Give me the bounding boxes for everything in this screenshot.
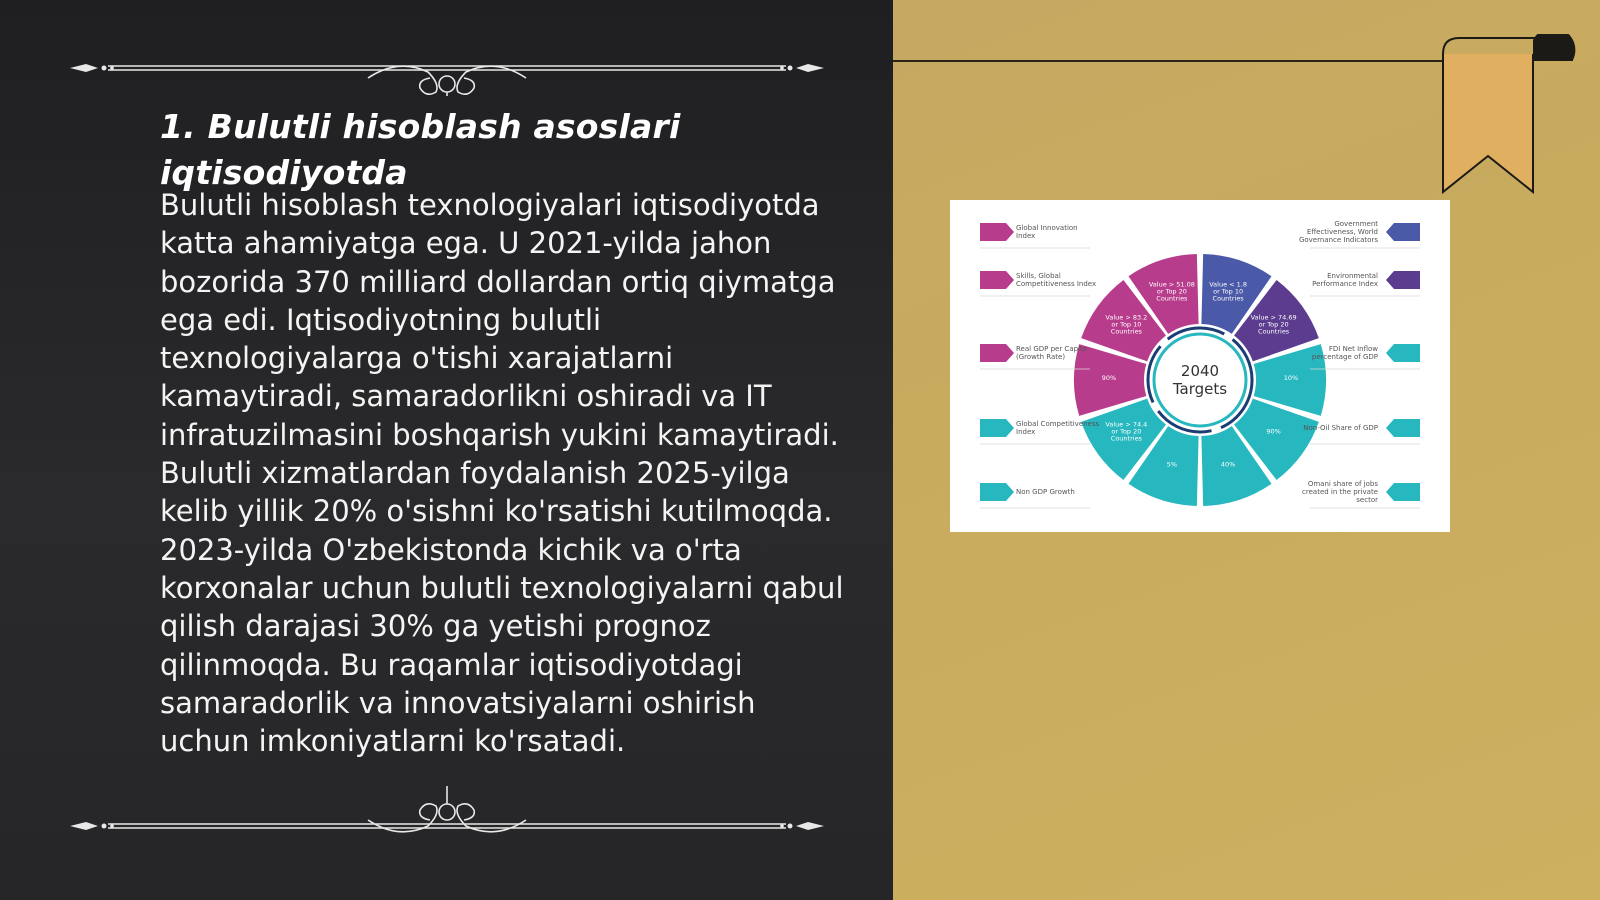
indicator-icon: [1386, 344, 1420, 362]
infographic-indicator-label: Global Competitiveness Index: [1016, 420, 1100, 436]
infographic-indicator-label: Non GDP Growth: [1016, 488, 1075, 496]
wheel-segment-label: Value < 1.8 or Top 10 Countries: [1209, 280, 1248, 303]
infographic-indicator-label: Government Effectiveness, World Governance Indicators: [1298, 220, 1378, 244]
infographic-indicator-label: Skills, Global Competitiveness Index: [1016, 272, 1097, 288]
wheel-segment-label: 90%: [1266, 427, 1281, 436]
infographic-center-year: 2040: [1180, 362, 1220, 380]
indicator-icon: [980, 344, 1014, 362]
indicator-icon: [1386, 271, 1420, 289]
ornament-divider-bottom-icon: [68, 780, 826, 840]
wheel-segment-label: 5%: [1166, 460, 1178, 469]
indicator-icon: [1386, 483, 1420, 501]
infographic-indicator-label: Environmental Performance Index: [1312, 272, 1378, 288]
infographic-indicator-label: Non-Oil Share of GDP: [1303, 424, 1378, 432]
indicator-icon: [980, 223, 1014, 241]
infographic-indicator-label: Omani share of jobs created in the private sector: [1302, 480, 1378, 504]
indicator-icon: [980, 483, 1014, 501]
indicator-icon: [980, 419, 1014, 437]
wheel-segment-label: 90%: [1101, 374, 1117, 382]
wheel-segment-label: 40%: [1220, 460, 1236, 469]
infographic-indicator-label: Global Innovation Index: [1016, 224, 1078, 240]
indicator-icon: [1386, 223, 1420, 241]
wheel-segment-label: Value > 74.69 or Top 20 Countries: [1250, 313, 1297, 336]
infographic-indicator-label: Real GDP per Capita (Growth Rate): [1016, 345, 1088, 361]
accent-rule: [893, 60, 1453, 62]
slide-body: Bulutli hisoblash texnologiyalari iqtisodiyotda katta ahamiyatga ega. U 2021-yilda jahon bozorida 370 milliard dollardan ortiq qiymatga ega edi. Iqtisodiyotning bulutli texnologiyalarga o'tishi xarajatlarni kamaytiradi, samaradorlikni oshiradi va IT infratuzilmasini boshqarish yukini kamaytiradi. Bulutli xizmatlardan foydalanish 2025-yilga kelib yillik 20% o'sishni ko'rsatishi kutilmoqda. 2023-yilda O'zbekistonda kichik va o'rta korxonalar uchun bulutli texnologiyalarni qabul qilish darajasi 30% ga yetishi prognoz qilinmoqda. Bu raqamlar iqtisodiyotdagi samaradorlik va innovatsiyalarni oshirish uchun imkoniyatlarni ko'rsatadi.: [160, 188, 844, 759]
wheel-segment-label: Value > 51.08 or Top 20 Countries: [1148, 280, 1195, 303]
wheel-segment-label: Value > 74.4 or Top 20 Countries: [1105, 420, 1148, 443]
infographic-indicator-label: FDI Net Inflow percentage of GDP: [1311, 345, 1378, 361]
indicator-icon: [1386, 419, 1420, 437]
slide-title: 1. Bulutli hisoblash asoslari iqtisodiyotda: [160, 107, 681, 192]
wheel-segment-label: Value > 83.2 or Top 10 Countries: [1105, 313, 1148, 336]
infographic-image: [950, 200, 1450, 532]
bookmark-ribbon-icon: [1433, 34, 1600, 204]
wheel-segment-label: 10%: [1283, 374, 1299, 382]
indicator-icon: [980, 271, 1014, 289]
infographic-center-label: Targets: [1172, 380, 1228, 398]
ornament-divider-top-icon: [68, 36, 826, 96]
